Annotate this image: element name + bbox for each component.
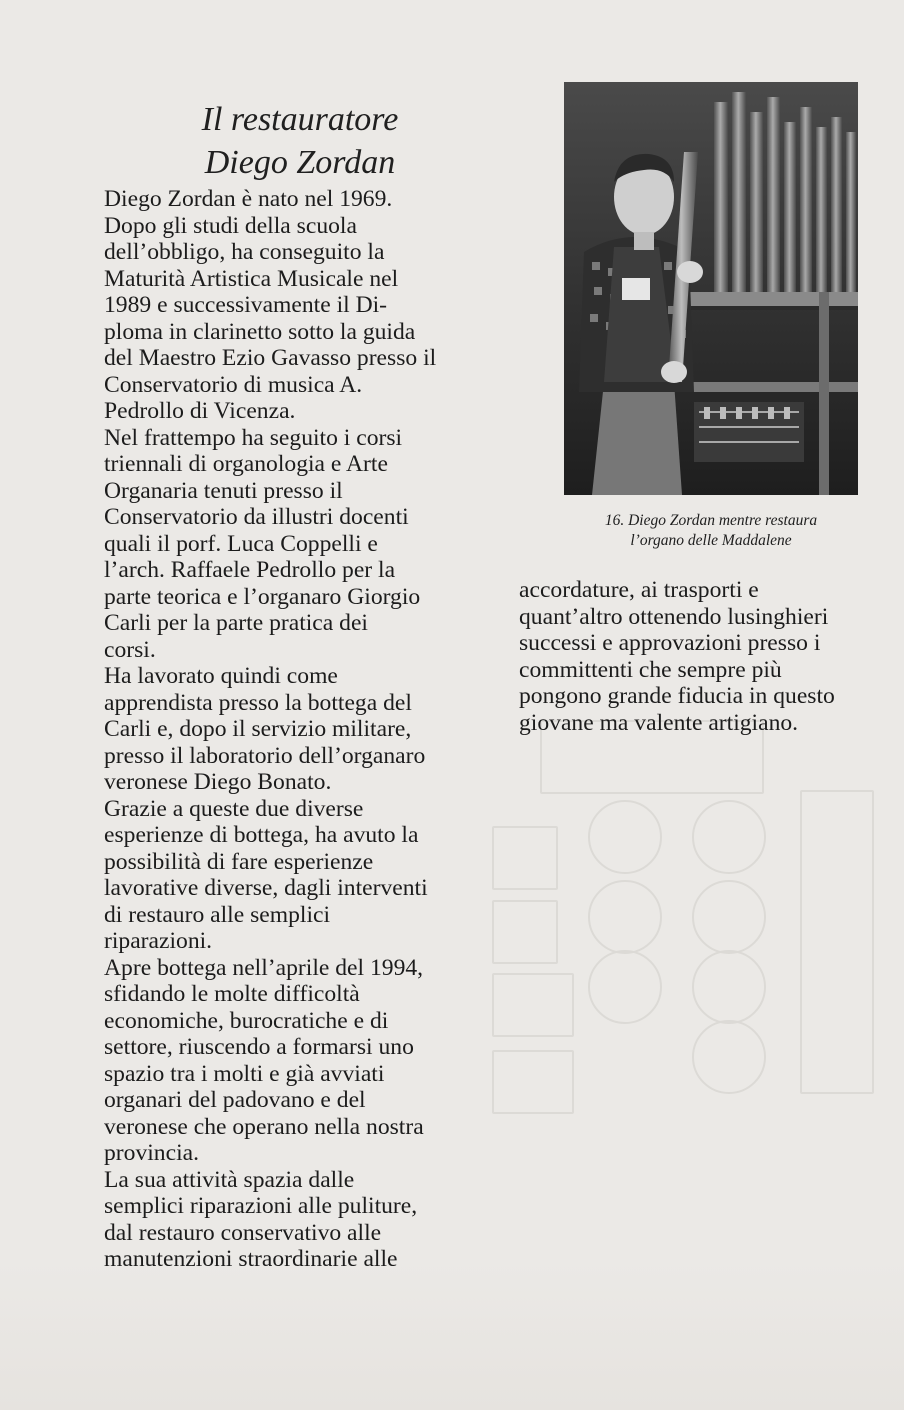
show-through-box bbox=[492, 973, 574, 1037]
body-line: accordature, ai trasporti e bbox=[519, 577, 759, 603]
body-line: economiche, burocratiche e di bbox=[104, 1007, 389, 1034]
body-line: successi e approvazioni presso i bbox=[519, 630, 821, 656]
title-line: Il restauratore bbox=[201, 101, 399, 138]
show-through-circle bbox=[692, 800, 766, 874]
body-line: veronese che operano nella nostra bbox=[104, 1113, 424, 1140]
body-line: committenti che sempre più bbox=[519, 656, 782, 683]
show-through-circle bbox=[588, 950, 662, 1024]
body-line: Diego Zordan è nato nel 1969. bbox=[104, 186, 393, 212]
body-line: Conservatorio di musica A. bbox=[104, 371, 363, 398]
body-line: Dopo gli studi della scuola bbox=[104, 212, 357, 239]
body-line: Nel frattempo ha seguito i corsi bbox=[104, 424, 403, 451]
body-line: l’arch. Raffaele Pedrollo per la bbox=[104, 557, 396, 583]
show-through-circle bbox=[692, 1020, 766, 1094]
body-text-right-column bbox=[519, 577, 903, 736]
body-line: dal restauro conservativo alle bbox=[104, 1219, 382, 1246]
body-line: Apre bottega nell’aprile del 1994, bbox=[104, 954, 424, 981]
body-line: quali il porf. Luca Coppelli e bbox=[104, 530, 378, 557]
body-line: spazio tra i molti e già avviati bbox=[104, 1060, 385, 1087]
figure-photo bbox=[564, 82, 858, 495]
photo-illustration bbox=[564, 82, 858, 495]
show-through-box bbox=[800, 790, 874, 1094]
body-line: lavorative diverse, dagli interventi bbox=[104, 875, 428, 901]
body-line: Pedrollo di Vicenza. bbox=[104, 398, 296, 424]
body-line: Carli per la parte pratica dei bbox=[104, 610, 368, 636]
body-line: ploma in clarinetto sotto la guida bbox=[104, 318, 416, 345]
body-line: organari del padovano e del bbox=[104, 1087, 366, 1113]
body-line: 1989 e successivamente il Di- bbox=[104, 292, 388, 318]
body-line: parte teorica e l’organaro Giorgio bbox=[104, 583, 421, 610]
body-line: Organaria tenuti presso il bbox=[104, 477, 343, 504]
body-line: Carli e, dopo il servizio militare, bbox=[104, 716, 412, 742]
body-line: del Maestro Ezio Gavasso presso il bbox=[104, 345, 437, 371]
body-line: riparazioni. bbox=[104, 928, 213, 954]
article-title bbox=[150, 98, 450, 184]
show-through-circle bbox=[692, 880, 766, 954]
show-through-circle bbox=[588, 800, 662, 874]
body-line: apprendista presso la bottega del bbox=[104, 689, 412, 716]
page-bottom-shading bbox=[0, 1260, 904, 1410]
body-line: pongono grande fiducia in questo bbox=[519, 683, 835, 709]
figure-caption bbox=[548, 511, 874, 551]
body-line: settore, riuscendo a formarsi uno bbox=[104, 1034, 414, 1060]
body-line: La sua attività spazia dalle bbox=[104, 1166, 355, 1193]
body-line: triennali di organologia e Arte bbox=[104, 451, 388, 477]
body-line: sfidando le molte difficoltà bbox=[104, 981, 360, 1007]
body-line: possibilità di fare esperienze bbox=[104, 848, 374, 875]
body-text-left-column bbox=[104, 186, 504, 1273]
body-line: esperienze di bottega, ha avuto la bbox=[104, 822, 419, 848]
body-line: quant’altro ottenendo lusinghieri bbox=[519, 603, 829, 630]
body-line: dell’obbligo, ha conseguito la bbox=[104, 239, 385, 265]
show-through-circle bbox=[692, 950, 766, 1024]
body-line: veronese Diego Bonato. bbox=[104, 769, 332, 795]
show-through-box bbox=[492, 1050, 574, 1114]
body-line: provincia. bbox=[104, 1140, 199, 1166]
body-line: corsi. bbox=[104, 636, 156, 663]
body-line: Conservatorio da illustri docenti bbox=[104, 504, 409, 530]
body-line: manutenzioni straordinarie alle bbox=[104, 1246, 398, 1272]
show-through-circle bbox=[588, 880, 662, 954]
title-line: Diego Zordan bbox=[204, 144, 396, 181]
caption-line: l’organo delle Maddalene bbox=[630, 532, 792, 549]
body-line: Maturità Artistica Musicale nel bbox=[104, 265, 399, 292]
body-line: di restauro alle semplici bbox=[104, 901, 331, 928]
caption-line: 16. Diego Zordan mentre restaura bbox=[604, 512, 818, 529]
body-line: presso il laboratorio dell’organaro bbox=[104, 742, 426, 769]
body-line: Grazie a queste due diverse bbox=[104, 795, 364, 822]
body-line: giovane ma valente artigiano. bbox=[519, 709, 799, 736]
body-line: Ha lavorato quindi come bbox=[104, 663, 338, 689]
body-line: semplici riparazioni alle puliture, bbox=[104, 1193, 418, 1219]
